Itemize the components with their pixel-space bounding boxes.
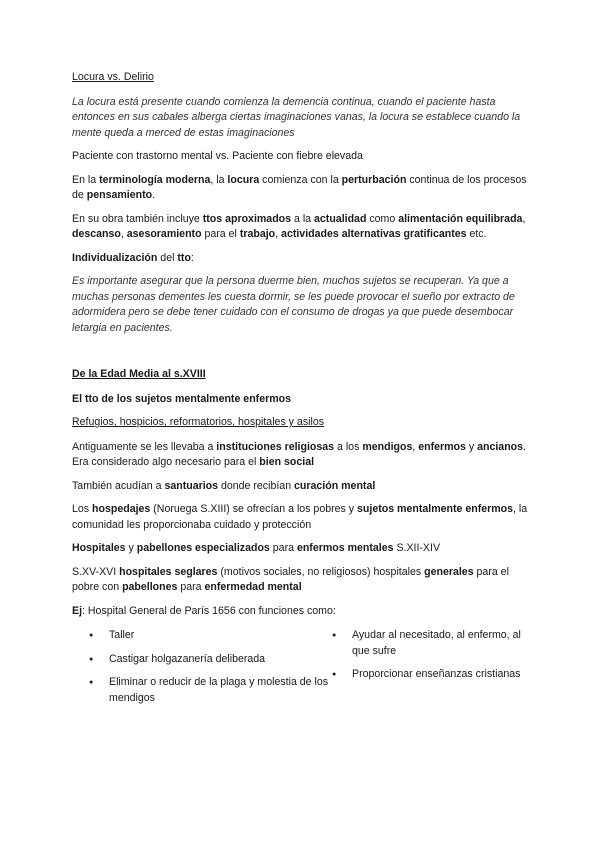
- quote-locura: La locura está presente cuando comienza la demencia continua, cuando el paciente hasta entonces en sus cabales alberga ciertas imaginaciones vanas, la locura se establece cuando la mente queda a merced de estas imaginaciones: [72, 95, 521, 139]
- paragraph-hospedajes: Los hospedajes (Noruega S.XIII) se ofrecían a los pobres y sujetos mentalmente enfermos, la comunidad les proporcionaba cuidado y protección: [72, 503, 528, 531]
- paragraph-contrast: Paciente con trastorno mental vs. Paciente con fiebre elevada: [72, 150, 363, 162]
- paragraph-santuarios: También acudían a santuarios donde recibían curación mental: [72, 479, 376, 492]
- list-item: ● Proporcionar enseñanzas cristianas: [332, 667, 522, 683]
- heading-edad-media: De la Edad Media al s.XVIII: [72, 368, 206, 380]
- paragraph-hospitales: Hospitales y pabellones especializados para enfermos mentales S.XII-XIV: [72, 542, 441, 554]
- bullet-list-right: [329, 628, 522, 714]
- subheading-tratamiento: El tto de los sujetos mentalmente enfermos: [72, 392, 291, 405]
- list-item: ● Eliminar o reducir de la plaga y molestia de los mendigos: [89, 675, 329, 706]
- paragraph-individualizacion: Individualización del tto:: [72, 251, 194, 264]
- list-item: ● Taller: [89, 628, 329, 644]
- list-item: ● Ayudar al necesitado, al enfermo, al que sufre: [332, 628, 522, 659]
- paragraph-terminologia: En la terminología moderna, la locura comienza con la perturbación continua de los procesos de pensamiento.: [72, 173, 527, 201]
- paragraph-tratamientos: En su obra también incluye ttos aproximados a la actualidad como alimentación equilibrada, descanso, asesoramiento para el trabajo, actividades alternativas gratificantes etc.: [72, 212, 526, 240]
- heading-refugios: Refugios, hospicios, reformatorios, hospitales y asilos: [72, 416, 325, 428]
- list-item: ● Castigar holgazanería deliberada: [89, 652, 329, 668]
- paragraph-ejemplo: Ej: Hospital General de París 1656 con funciones como:: [72, 604, 336, 617]
- paragraph-seglares: S.XV-XVI hospitales seglares (motivos sociales, no religiosos) hospitales generales para el pobre con pabellones para enfermedad mental: [72, 565, 509, 593]
- quote-sueno: Es importante asegurar que la persona duerme bien, muchos sujetos se recuperan. Ya que a muchas personas dementes les cuesta dormir, se les puede provocar el sueño por extracto de adormidera pero se debe tener cuidado con el consumo de drogas ya que puede desembocar letargia en pacientes.: [72, 275, 515, 334]
- bullet-list-left: [72, 628, 329, 714]
- bullet-columns: [72, 628, 532, 714]
- document-body: [72, 70, 532, 714]
- paragraph-antiguamente: Antiguamente se les llevaba a instituciones religiosas a los mendigos, enfermos y ancianos. Era considerado algo necesario para el bien social: [72, 440, 526, 468]
- heading-locura-vs-delirio: Locura vs. Delirio: [72, 71, 154, 83]
